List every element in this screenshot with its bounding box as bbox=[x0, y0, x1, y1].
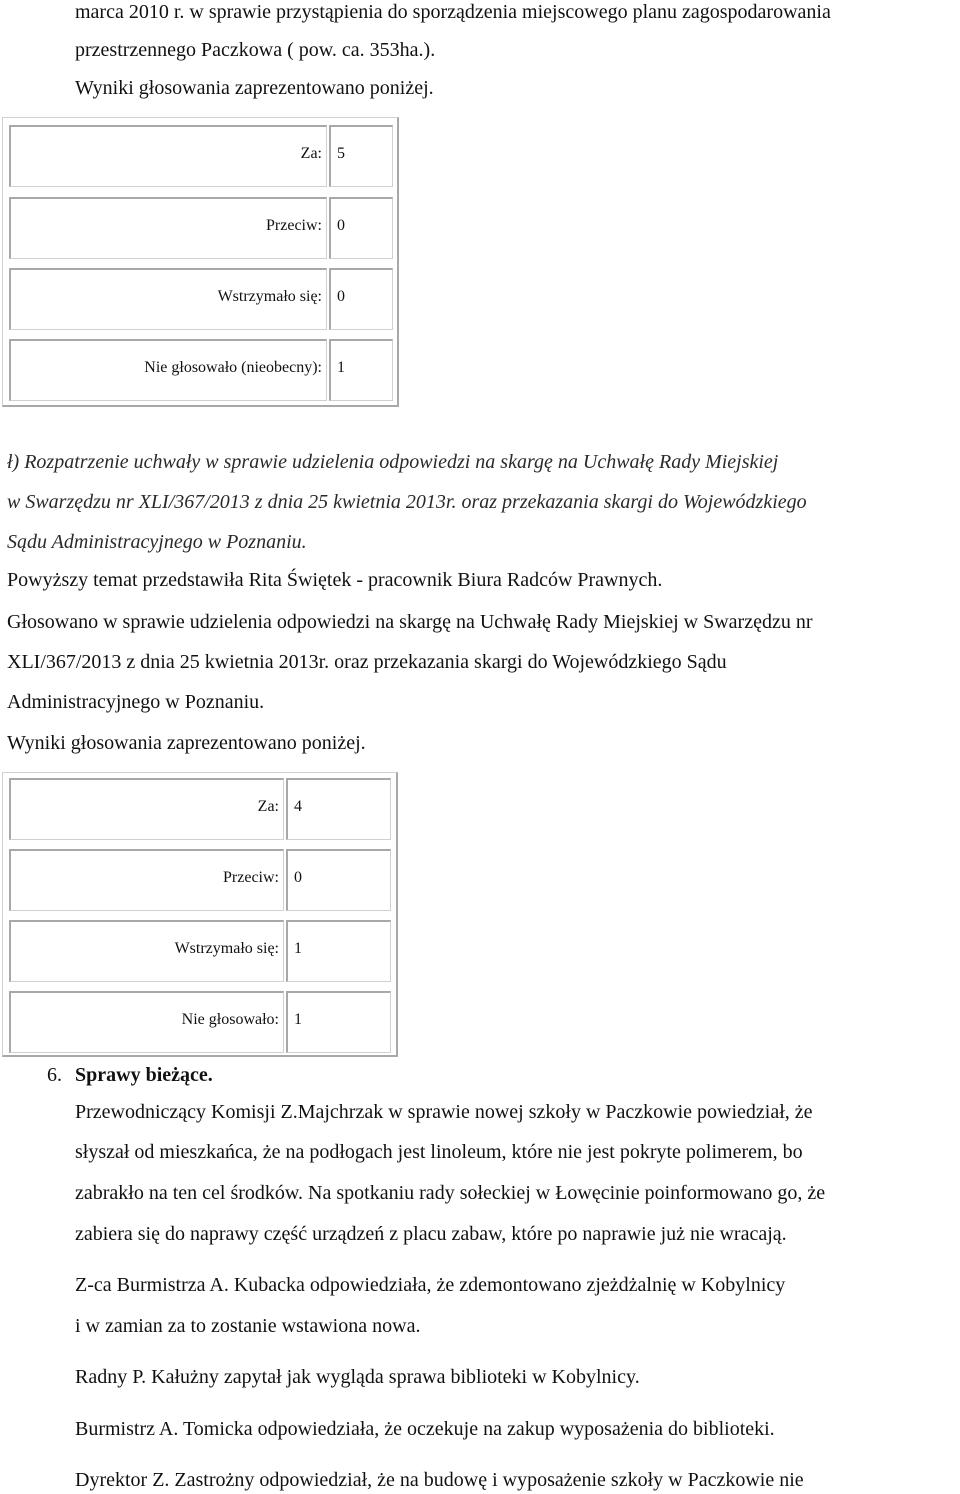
vote-label bbox=[9, 849, 284, 911]
section-6-p4: Burmistrz A. Tomicka odpowiedziała, że oczekuje na zakup wyposażenia do biblioteki. bbox=[75, 1418, 775, 1440]
vote-label bbox=[9, 125, 327, 187]
vote-label-text: Przeciw: bbox=[266, 217, 322, 234]
vote-value-text: 1 bbox=[337, 359, 345, 376]
intro-line-1: marca 2010 r. w sprawie przystąpienia do sporządzenia miejscowego planu zagospodarowania bbox=[75, 1, 831, 23]
vote-label bbox=[9, 197, 327, 259]
vote-label-text: Przeciw: bbox=[223, 869, 279, 886]
vote-value-text: 1 bbox=[294, 940, 302, 957]
vote-value-text: 4 bbox=[294, 798, 302, 815]
vote-value bbox=[286, 778, 391, 840]
section-6-p1-line-3: zabrakło na ten cel środków. Na spotkaniu rady sołeckiej w Łowęcinie poinformowano go, że bbox=[75, 1182, 826, 1204]
section-6-p1-line-4: zabiera się do naprawy część urządzeń z placu zabaw, które po naprawie już nie wracają. bbox=[75, 1223, 787, 1245]
vote-value bbox=[286, 849, 391, 911]
section-6-p1-line-2: słyszał od mieszkańca, że na podłogach jest linoleum, które nie jest pokryte polimerem, bo bbox=[75, 1141, 803, 1163]
item-l-title-line-3: Sądu Administracyjnego w Poznaniu. bbox=[7, 531, 307, 553]
vote-value-text: 1 bbox=[294, 1011, 302, 1028]
item-l-vote-line-2: XLI/367/2013 z dnia 25 kwietnia 2013r. oraz przekazania skargi do Wojewódzkiego Sądu bbox=[7, 651, 727, 673]
vote-results-table bbox=[2, 117, 399, 407]
section-6-title: Sprawy bieżące. bbox=[75, 1064, 213, 1086]
item-l-presenter: Powyższy temat przedstawiła Rita Świętek - pracownik Biura Radców Prawnych. bbox=[7, 569, 663, 591]
section-6-p3: Radny P. Kałużny zapytał jak wygląda sprawa biblioteki w Kobylnicy. bbox=[75, 1366, 640, 1388]
vote-value-text: 5 bbox=[337, 145, 345, 162]
vote-results-table bbox=[2, 772, 398, 1057]
item-l-vote-line-3: Administracyjnego w Poznaniu. bbox=[7, 691, 265, 713]
item-l-title-line-2: w Swarzędzu nr XLI/367/2013 z dnia 25 kwietnia 2013r. oraz przekazania skargi do Wojewódzkiego bbox=[7, 491, 807, 513]
vote-label bbox=[9, 991, 284, 1053]
section-6-p1-line-1: Przewodniczący Komisji Z.Majchrzak w sprawie nowej szkoły w Paczkowie powiedział, że bbox=[75, 1101, 813, 1123]
vote-label-text: Wstrzymało się: bbox=[174, 940, 279, 957]
item-l-title-line-1: ł) Rozpatrzenie uchwały w sprawie udzielenia odpowiedzi na skargę na Uchwałę Rady Miejskiej bbox=[7, 451, 779, 473]
vote-label-text: Za: bbox=[300, 145, 322, 162]
vote-label-text: Za: bbox=[257, 798, 279, 815]
vote-label bbox=[9, 920, 284, 982]
vote-value bbox=[329, 197, 393, 259]
intro-line-2: przestrzennego Paczkowa ( pow. ca. 353ha.). bbox=[75, 39, 436, 61]
vote-value bbox=[329, 268, 393, 330]
vote-label bbox=[9, 339, 327, 401]
vote-label-text: Nie głosowało (nieobecny): bbox=[144, 359, 322, 376]
item-l-results-intro: Wyniki głosowania zaprezentowano poniżej. bbox=[7, 732, 366, 754]
vote-value bbox=[286, 991, 391, 1053]
vote-value-text: 0 bbox=[337, 288, 345, 305]
vote-label bbox=[9, 778, 284, 840]
vote-value-text: 0 bbox=[294, 869, 302, 886]
vote-label bbox=[9, 268, 327, 330]
section-6-p2-line-2: i w zamian za to zostanie wstawiona nowa. bbox=[75, 1315, 421, 1337]
section-6-number: 6. bbox=[47, 1064, 62, 1086]
vote-value bbox=[286, 920, 391, 982]
vote-value-text: 0 bbox=[337, 217, 345, 234]
section-6-p2-line-1: Z-ca Burmistrza A. Kubacka odpowiedziała, że zdemontowano zjeżdżalnię w Kobylnicy bbox=[75, 1274, 786, 1296]
item-l-vote-line-1: Głosowano w sprawie udzielenia odpowiedzi na skargę na Uchwałę Rady Miejskiej w Swarzędzu nr bbox=[7, 611, 813, 633]
vote-label-text: Nie głosowało: bbox=[181, 1011, 279, 1028]
vote-value bbox=[329, 339, 393, 401]
vote-label-text: Wstrzymało się: bbox=[217, 288, 322, 305]
vote-value bbox=[329, 125, 393, 187]
intro-line-3: Wyniki głosowania zaprezentowano poniżej. bbox=[75, 77, 434, 99]
section-6-p5: Dyrektor Z. Zastrożny odpowiedział, że na budowę i wyposażenie szkoły w Paczkowie nie bbox=[75, 1469, 804, 1491]
